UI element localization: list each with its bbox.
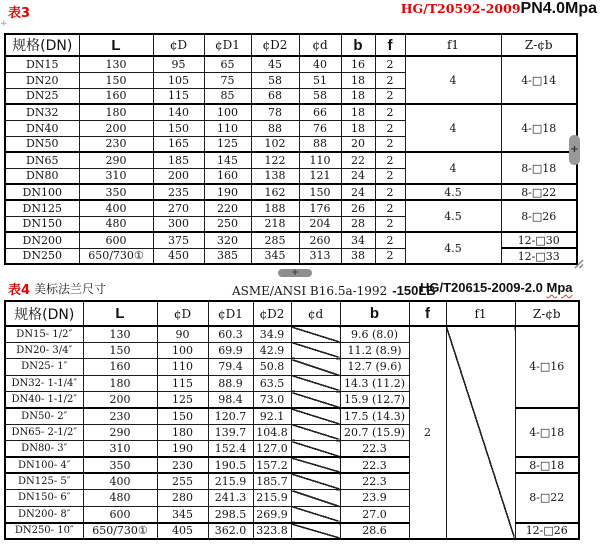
table-row [5, 232, 577, 248]
column-header: L [79, 34, 153, 56]
table-cell: 18 [341, 88, 375, 104]
table-cell: 200 [83, 392, 157, 408]
table-cell: 200 [153, 168, 204, 184]
row-header: DN65 [5, 152, 79, 168]
column-header: ¢D [157, 301, 208, 326]
hg-unit-spellcheck: Mpa [546, 280, 573, 295]
table-cell: 24 [341, 184, 375, 200]
table-cell: 2 [375, 120, 405, 136]
hg-code: HG/T20615-2009-2.0 [420, 280, 543, 295]
table-cell: 323.8 [253, 523, 291, 540]
table-cell: 362.0 [208, 523, 253, 540]
table-cell: 68 [251, 88, 299, 104]
table-cell [291, 457, 340, 473]
table-cell: 290 [79, 152, 153, 168]
table-cell: 2 [375, 168, 405, 184]
table-cell: 220 [204, 200, 251, 216]
table-cell: 95 [153, 56, 204, 72]
table-cell: 2 [375, 88, 405, 104]
table-cell: 16 [341, 56, 375, 72]
table-cell: 8-□18 [515, 457, 579, 473]
column-header: Z-¢b [501, 34, 577, 56]
table3-standard-code: HG/T20592-2009 [400, 1, 521, 16]
asme-code: ASME/ANSI B16.5a-1992 [232, 284, 388, 298]
table-cell: 375 [153, 232, 204, 248]
table-cell: 11.2 (8.9) [340, 342, 409, 358]
table-cell: 18 [341, 72, 375, 88]
table-cell: 190 [204, 184, 251, 200]
table-cell: 310 [83, 441, 157, 457]
table-cell: 650/730① [79, 248, 153, 264]
table-cell: 79.4 [208, 359, 253, 375]
table-cell [291, 408, 340, 424]
table-cell: 310 [79, 168, 153, 184]
table4-hg-standard [420, 280, 572, 295]
table-cell: 255 [157, 473, 208, 489]
table-cell: 298.5 [208, 506, 253, 522]
table-cell: 34.9 [253, 326, 291, 342]
table-cell: 28 [341, 216, 375, 232]
table-cell [291, 441, 340, 457]
table-cell: 88.9 [208, 375, 253, 391]
table-cell: 157.2 [253, 457, 291, 473]
table-cell: 2 [375, 200, 405, 216]
table-cell: 15.9 (12.7) [340, 392, 409, 408]
table-cell: 218 [251, 216, 299, 232]
table-cell: 76 [299, 120, 341, 136]
table-cell [291, 490, 340, 506]
table-cell: 350 [83, 457, 157, 473]
table-cell: 600 [79, 232, 153, 248]
table-cell: 150 [83, 342, 157, 358]
table-cell: 150 [153, 120, 204, 136]
row-header: DN150 [5, 216, 79, 232]
table-cell: 8-□22 [501, 184, 577, 200]
table-cell: 300 [153, 216, 204, 232]
table-cell: 385 [204, 248, 251, 264]
table-cell: 85 [204, 88, 251, 104]
table-cell: 230 [79, 136, 153, 152]
table-cell: 215.9 [253, 490, 291, 506]
table-cell: 140 [153, 104, 204, 120]
table-cell: 66 [299, 104, 341, 120]
table-cell: 12-□30 [501, 232, 577, 248]
row-header: DN80 [5, 168, 79, 184]
table-cell: 110 [299, 152, 341, 168]
table-cell: 600 [83, 506, 157, 522]
table-cell: 115 [153, 88, 204, 104]
table-cell: 190 [157, 441, 208, 457]
table-cell: 73.0 [253, 392, 291, 408]
table-cell: 400 [79, 200, 153, 216]
row-header: DN25 [5, 88, 79, 104]
row-header: DN125 [5, 200, 79, 216]
column-header: Z-¢b [515, 301, 579, 326]
table-cell: 2 [375, 232, 405, 248]
table-cell: 12-□33 [501, 248, 577, 264]
table-cell: 121 [299, 168, 341, 184]
table-cell: 2 [375, 72, 405, 88]
table-cell: 285 [251, 232, 299, 248]
table-cell: 2 [375, 184, 405, 200]
column-header: b [341, 34, 375, 56]
table-cell: 23.9 [340, 490, 409, 506]
table-cell: 125 [204, 136, 251, 152]
table-cell [291, 326, 340, 342]
table-cell: 98.4 [208, 392, 253, 408]
table-cell: 90 [157, 326, 208, 342]
row-header: DN40- 1-1/2″ [5, 392, 83, 408]
table-cell: 138 [251, 168, 299, 184]
row-header: DN200- 8″ [5, 506, 83, 522]
table4-label: 表4 [8, 283, 31, 298]
table-row [5, 56, 577, 72]
row-header: DN20- 3/4″ [5, 342, 83, 358]
column-header: 规格(DN) [5, 34, 79, 56]
column-header: ¢D1 [208, 301, 253, 326]
table-cell: 190.5 [208, 457, 253, 473]
column-header: 规格(DN) [5, 301, 83, 326]
table-cell: 122 [251, 152, 299, 168]
row-header: DN25- 1″ [5, 359, 83, 375]
table-cell: 2 [375, 104, 405, 120]
table-cell: 160 [83, 359, 157, 375]
table-cell: 100 [204, 104, 251, 120]
table-cell: 38 [341, 248, 375, 264]
table-cell: 20 [341, 136, 375, 152]
table-cell: 160 [204, 168, 251, 184]
table-cell: 58 [299, 88, 341, 104]
table-cell: 162 [251, 184, 299, 200]
table-cell: 270 [153, 200, 204, 216]
table-cell: 405 [157, 523, 208, 540]
table3-resize-handle-icon[interactable] [574, 259, 584, 269]
row-header: DN15- 1/2″ [5, 326, 83, 342]
table-cell: 2 [375, 216, 405, 232]
table-cell: 26 [341, 200, 375, 216]
column-header: ¢D2 [251, 34, 299, 56]
table-cell: 480 [83, 490, 157, 506]
row-header: DN200 [5, 232, 79, 248]
table-cell: 215.9 [208, 473, 253, 489]
column-header: f1 [446, 301, 515, 326]
table-anchor-icon[interactable]: + [0, 19, 8, 29]
table-cell: 24 [341, 168, 375, 184]
column-header: f [409, 301, 446, 326]
table-cell: 152.4 [208, 441, 253, 457]
row-header: DN100 [5, 184, 79, 200]
table-row [5, 184, 577, 200]
table-cell: 65 [204, 56, 251, 72]
table-row [5, 326, 579, 342]
row-header: DN15 [5, 56, 79, 72]
table-cell: 75 [204, 72, 251, 88]
table-cell: 150 [79, 72, 153, 88]
table-cell: 230 [157, 457, 208, 473]
table-cell: 313 [299, 248, 341, 264]
table-cell: 269.9 [253, 506, 291, 522]
table-cell: 200 [79, 120, 153, 136]
table-cell: 4-□18 [501, 104, 577, 152]
table-cell: 4.5 [405, 184, 501, 200]
table-cell: 345 [251, 248, 299, 264]
table-cell: 18 [341, 120, 375, 136]
table-cell: 50.8 [253, 359, 291, 375]
table-cell: 69.9 [208, 342, 253, 358]
table-cell: 450 [153, 248, 204, 264]
row-header: DN20 [5, 72, 79, 88]
table-cell [446, 326, 515, 539]
table-cell: 12-□26 [515, 523, 579, 540]
table-row [5, 152, 577, 168]
table-cell: 130 [79, 56, 153, 72]
table-cell [291, 392, 340, 408]
column-header: f [375, 34, 405, 56]
row-header: DN150- 6″ [5, 490, 83, 506]
table-cell: 290 [83, 424, 157, 440]
table-cell [291, 359, 340, 375]
table-cell: 400 [83, 473, 157, 489]
plus-icon: + [291, 268, 299, 278]
table-cell: 8-□18 [501, 152, 577, 184]
table-cell: 480 [79, 216, 153, 232]
column-header: ¢d [299, 34, 341, 56]
table-cell: 150 [157, 408, 208, 424]
table-cell: 4.5 [405, 200, 501, 232]
table-row [5, 200, 577, 216]
table-cell: 92.1 [253, 408, 291, 424]
table-cell: 2 [409, 326, 446, 539]
table-cell: 115 [157, 375, 208, 391]
table-cell: 14.3 (11.2) [340, 375, 409, 391]
table-cell: 250 [204, 216, 251, 232]
table-cell: 18 [341, 104, 375, 120]
table-cell: 260 [299, 232, 341, 248]
table-cell: 4 [405, 56, 501, 104]
table3-title-right [401, 0, 597, 18]
table-cell: 4-□16 [515, 326, 579, 408]
table-cell: 100 [157, 342, 208, 358]
row-header: DN100- 4″ [5, 457, 83, 473]
table-cell: 139.7 [208, 424, 253, 440]
table-cell [291, 523, 340, 540]
table-cell: 120.7 [208, 408, 253, 424]
table-cell: 34 [341, 232, 375, 248]
table-cell: 2 [375, 56, 405, 72]
table-cell: 350 [79, 184, 153, 200]
table-cell [291, 342, 340, 358]
table-cell: 20.7 (15.9) [340, 424, 409, 440]
table-cell: 2 [375, 248, 405, 264]
row-header: DN32 [5, 104, 79, 120]
table-cell: 2 [375, 152, 405, 168]
table-cell: 4 [405, 152, 501, 184]
table-cell: 204 [299, 216, 341, 232]
table-cell: 4-□18 [515, 408, 579, 457]
table-cell: 8-□26 [501, 200, 577, 232]
table-cell: 51 [299, 72, 341, 88]
table-cell [291, 424, 340, 440]
table-cell: 12.7 (9.6) [340, 359, 409, 375]
table-cell: 180 [157, 424, 208, 440]
table-cell: 58 [251, 72, 299, 88]
table-cell: 185.7 [253, 473, 291, 489]
table-cell [291, 375, 340, 391]
table-cell: 22.3 [340, 457, 409, 473]
pn40-flange-dimensions-table [4, 33, 578, 265]
row-header: DN50 [5, 136, 79, 152]
table-cell: 60.3 [208, 326, 253, 342]
row-header: DN50- 2″ [5, 408, 83, 424]
table-cell: 145 [204, 152, 251, 168]
table-cell: 22.3 [340, 473, 409, 489]
table3-label: 表3 [8, 6, 31, 21]
table-cell: 78 [251, 104, 299, 120]
table-cell: 17.5 (14.3) [340, 408, 409, 424]
table-cell: 22 [341, 152, 375, 168]
table-cell: 4 [405, 104, 501, 152]
table-cell: 650/730① [83, 523, 157, 540]
row-header: DN32- 1-1/4″ [5, 375, 83, 391]
table-cell: 150 [299, 184, 341, 200]
column-header: b [340, 301, 409, 326]
table-cell: 4-□14 [501, 56, 577, 104]
row-header: DN40 [5, 120, 79, 136]
table-cell: 130 [83, 326, 157, 342]
table-cell: 235 [153, 184, 204, 200]
row-header: DN80- 3″ [5, 441, 83, 457]
row-header: DN65- 2-1/2″ [5, 424, 83, 440]
table-cell: 104.8 [253, 424, 291, 440]
table-cell: 2 [375, 136, 405, 152]
table-cell: 102 [251, 136, 299, 152]
column-header: f1 [405, 34, 501, 56]
table-cell: 42.9 [253, 342, 291, 358]
table-cell [291, 473, 340, 489]
column-header: ¢D [153, 34, 204, 56]
table-cell: 88 [299, 136, 341, 152]
table-cell: 28.6 [340, 523, 409, 540]
table-cell: 27.0 [340, 506, 409, 522]
table-cell: 9.6 (8.0) [340, 326, 409, 342]
table-cell: 125 [157, 392, 208, 408]
table-cell: 40 [299, 56, 341, 72]
table-cell: 241.3 [208, 490, 253, 506]
table-cell: 110 [157, 359, 208, 375]
table-cell: 165 [153, 136, 204, 152]
column-header: ¢D1 [204, 34, 251, 56]
table-cell: 185 [153, 152, 204, 168]
row-header: DN250 [5, 248, 79, 264]
column-header: L [83, 301, 157, 326]
table3-bottom-scroll-handle[interactable] [278, 269, 312, 277]
table-cell: 63.5 [253, 375, 291, 391]
table-cell: 160 [79, 88, 153, 104]
table-cell: 180 [79, 104, 153, 120]
column-header: ¢D2 [253, 301, 291, 326]
table4-subtitle: 美标法兰尺寸 [34, 282, 107, 296]
table3-right-scroll-handle[interactable] [569, 135, 580, 165]
table-cell: 230 [83, 408, 157, 424]
asme-pressure-class: -150LB [392, 283, 436, 298]
row-header: DN125- 5″ [5, 473, 83, 489]
table-cell: 127.0 [253, 441, 291, 457]
table-cell: 8-□22 [515, 473, 579, 522]
table-cell: 320 [204, 232, 251, 248]
table-cell: 345 [157, 506, 208, 522]
table4-title-row [0, 279, 600, 297]
table-cell: 88 [251, 120, 299, 136]
table-cell: 110 [204, 120, 251, 136]
ansi-150lb-flange-dimensions-table [4, 300, 580, 540]
table-cell [291, 506, 340, 522]
row-header: DN250- 10″ [5, 523, 83, 540]
column-header: ¢d [291, 301, 340, 326]
table-cell: 180 [83, 375, 157, 391]
table4-asme-standard [232, 280, 436, 299]
table-cell: 176 [299, 200, 341, 216]
table-cell: 188 [251, 200, 299, 216]
plus-icon: + [570, 144, 579, 155]
table3-pressure-rating: PN4.0Mpa [520, 0, 597, 17]
table-cell: 22.3 [340, 441, 409, 457]
table-cell: 280 [157, 490, 208, 506]
table-cell: 105 [153, 72, 204, 88]
table-cell: 4.5 [405, 232, 501, 264]
table-row [5, 104, 577, 120]
table-cell: 45 [251, 56, 299, 72]
